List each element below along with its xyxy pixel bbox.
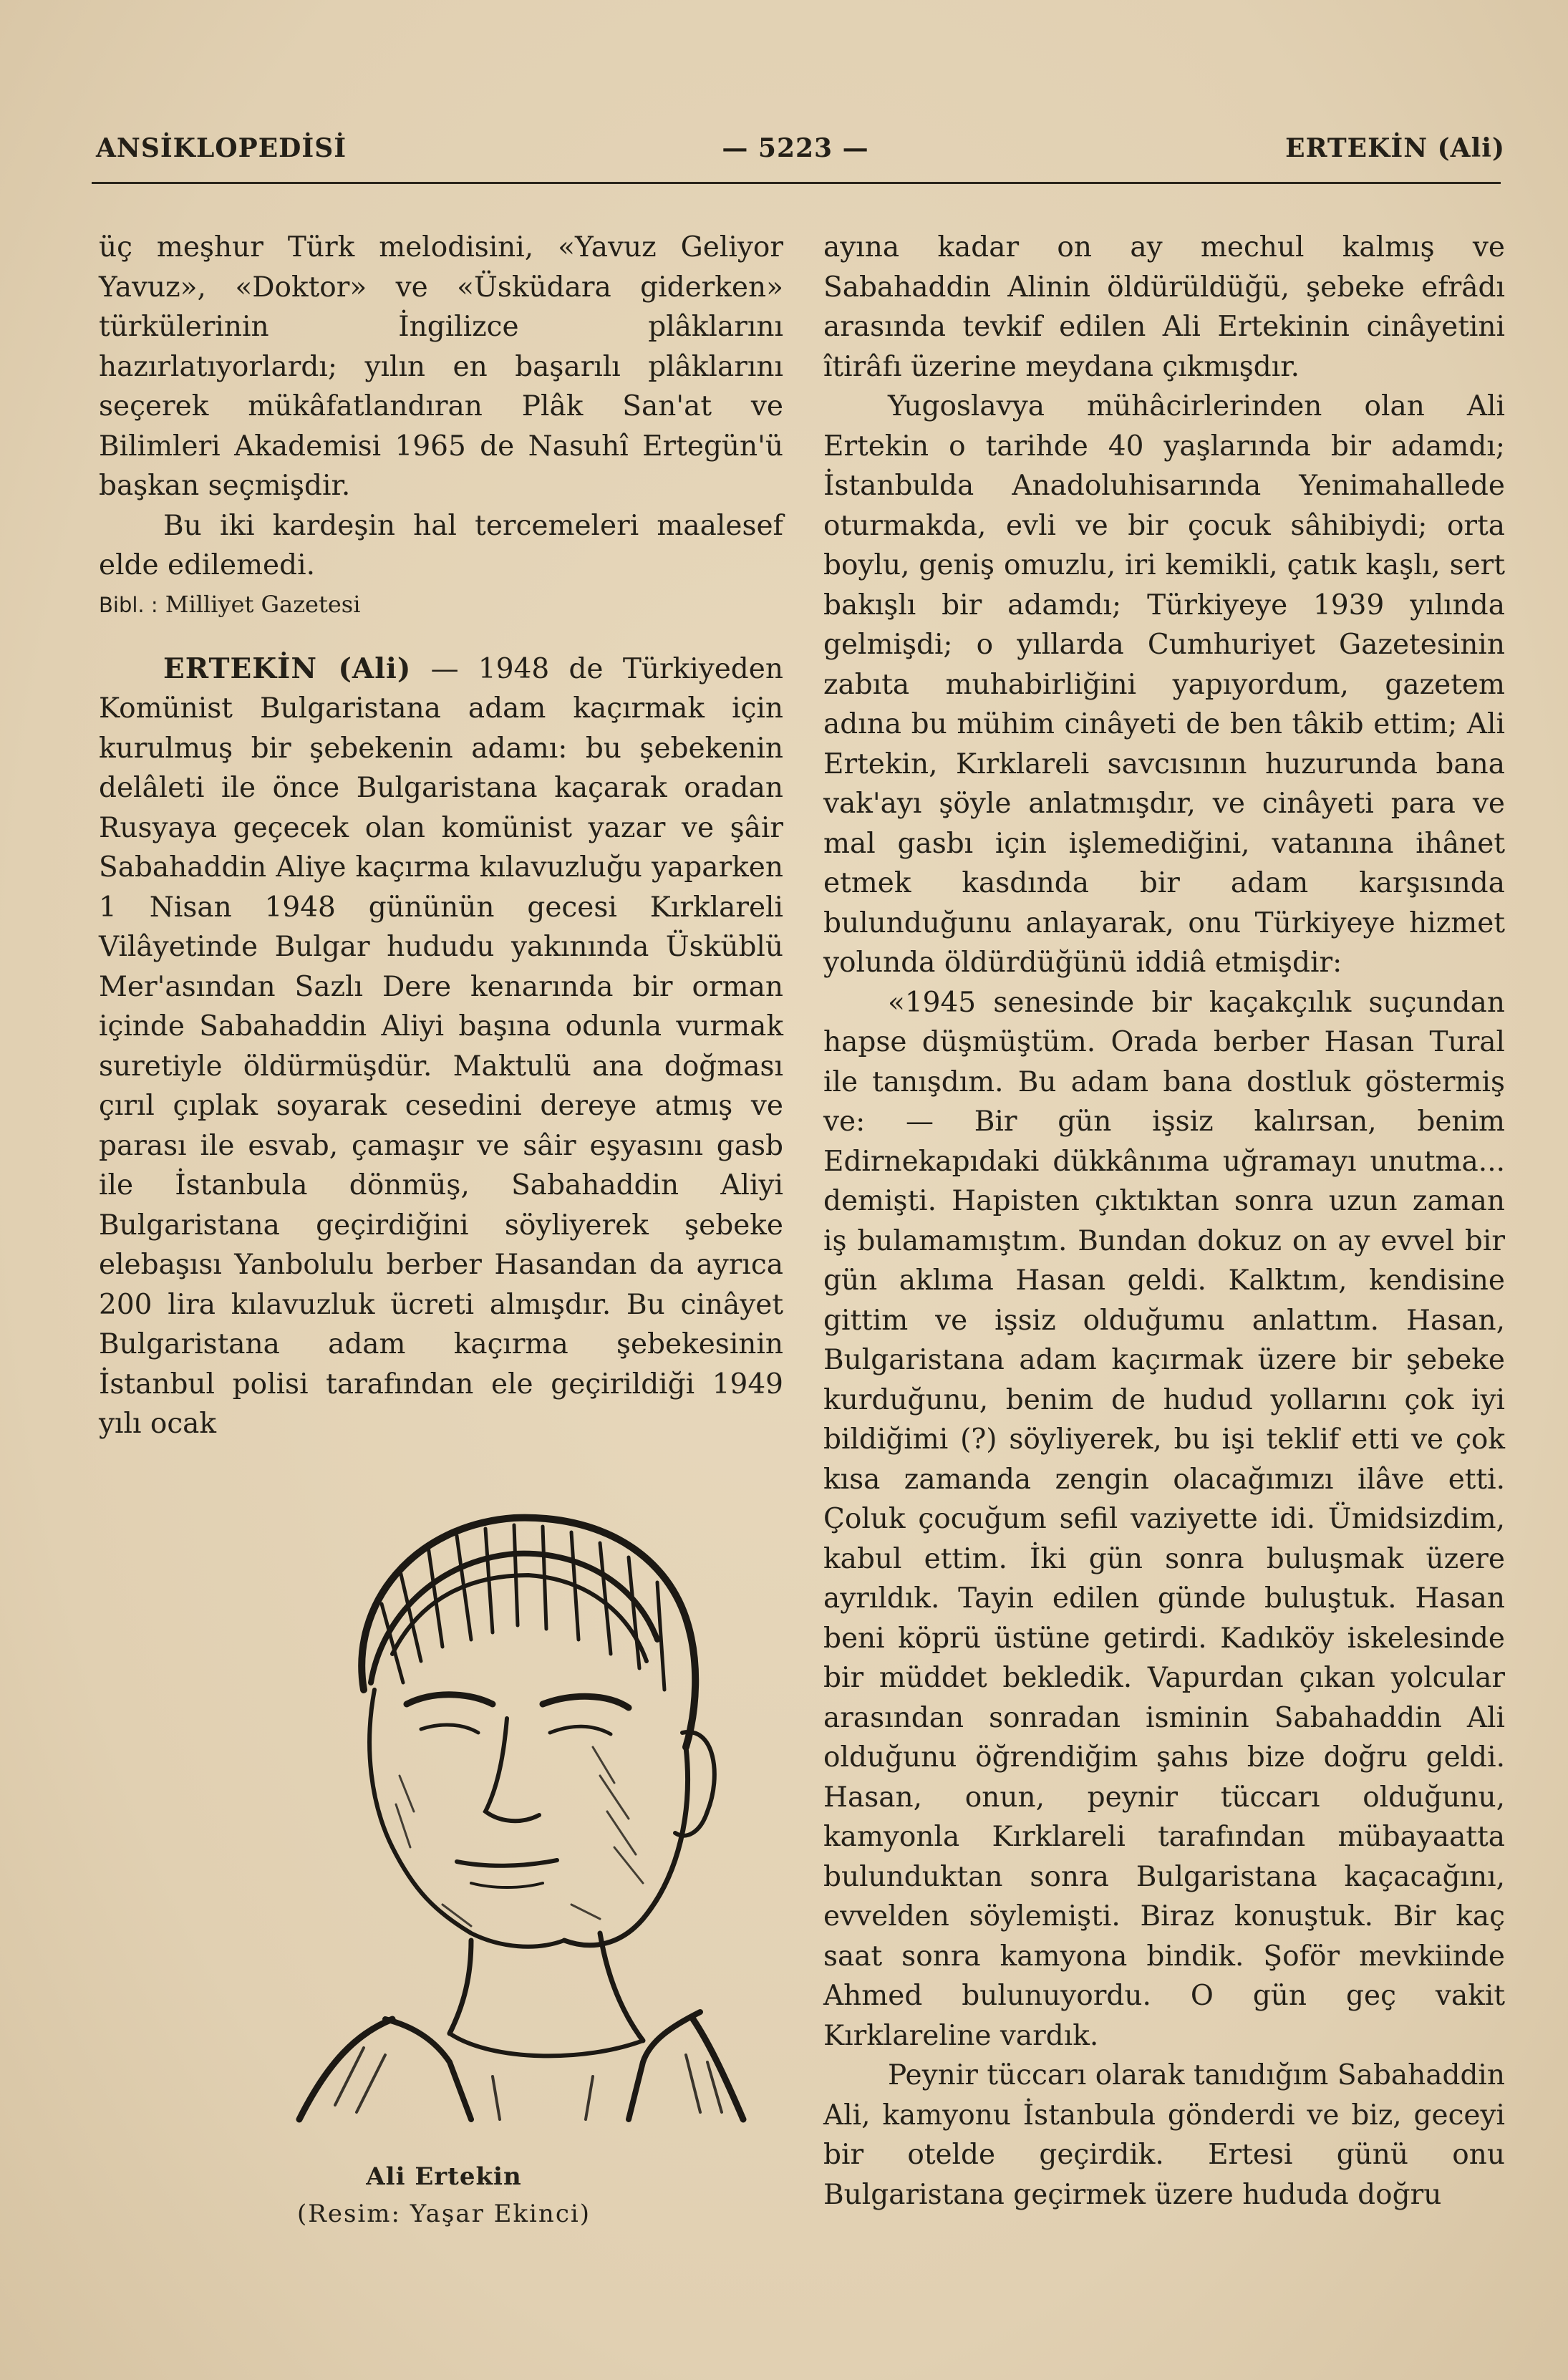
paragraph: ayına kadar on ay mechul kalmış ve Sabahaddin Alinin öldürüldüğü, şebeke efrâdı arasında tevkif edilen Ali Ertekinin cinâyetini îtirâfı üzerine meydana çıkmışdır.	[823, 231, 1505, 383]
right-column	[823, 228, 1505, 2215]
paragraph: Yugoslavya mühâcirlerinden olan Ali Ertekin o tarihde 40 yaşlarında bir adamdı; İstanbulda Anadoluhisarında Yenimahallede oturmakda, evli ve bir çocuk sâhibiydi; orta boylu, geniş omuzlu, iri kemikli, çatık kaşlı, sert bakışlı bir adamdı; Türkiyeye 1939 yılında gelmişdi; o yıllarda Cumhuriyet Gazetesinin zabıta muhabirliğini yapıyordum, gazetem adına bu mühim cinâyeti de ben tâkib ettim; Ali Ertekin, Kırklareli savcısının huzurunda bana vak'ayı şöyle anlatmışdır, ve cinâyeti para ve mal gasbı için işlemediğini, vatanına ihânet etmek kasdında bir adam karşısında bulunduğunu anlayarak, onu Türkiyeye hizmet yolunda öldürdüğünü iddiâ etmişdir:	[823, 390, 1505, 979]
bibliography-source: Milliyet Gazetesi	[165, 590, 361, 618]
entry-text: — 1948 de Türkiyeden Komünist Bulgaristana adam kaçırmak için kurulmuş bir şebekenin adamı: bu şebekenin delâleti ile önce Bulgaristana kaçarak oradan Rusyaya geçecek olan komünist yazar ve şâir Sabahaddin Aliye kaçırma kılavuzluğu yaparken 1 Nisan 1948 gününün gecesi Kırklareli Vilâyetinde Bulgar hududu yakınında Üsküblü Mer'asından Sazlı Dere kenarında bir orman içinde Sabahaddin Aliyi başına odunla vurmak suretiyle öldürmüşdür. Maktulü ana doğması çırıl çıplak soyarak cesedini dereye atmış ve parası ile esvab, çamaşır ve sâir eşyasını gasb ile İstanbula dönmüş, Sabahaddin Aliyi Bulgaristana geçirdiğini söyliyerek şebeke elebaşısı Yanbolulu berber Hasandan da ayrıca 200 lira kılavuzluk ücreti almışdır. Bu cinâyet Bulgaristana adam kaçırma şebekesinin İstanbul polisi tarafından ele geçirildiği 1949 yılı ocak	[99, 652, 783, 1440]
bibliography	[99, 586, 783, 624]
figure-caption-credit: (Resim: Yaşar Ekinci)	[296, 2200, 591, 2228]
portrait-drawing	[256, 1475, 772, 2134]
paragraph: Bu iki kardeşin hal tercemeleri maalesef elde edilemedi.	[99, 509, 783, 581]
entry-paragraph	[99, 649, 783, 1444]
entry-title: ERTEKİN (Ali)	[163, 652, 412, 685]
header-encyclopedia-title: ANSİKLOPEDİSİ	[96, 133, 347, 163]
page-header	[86, 130, 1505, 170]
figure-caption-name: Ali Ertekin	[366, 2162, 522, 2191]
paragraph: Peynir tüccarı olarak tanıdığım Sabahaddin Ali, kamyonu İstanbula gönderdi ve biz, geceyi bir otelde geçirdik. Ertesi günü onu Bulgaristana geçirmek üzere hududa doğru	[823, 2059, 1505, 2211]
header-entry-name: ERTEKİN (Ali)	[1285, 133, 1505, 163]
header-page-number: — 5223 —	[722, 133, 869, 163]
paragraph: üç meşhur Türk melodisini, «Yavuz Geliyor Yavuz», «Doktor» ve «Üsküdara giderken» türkülerinin İngilizce plâklarını hazırlatıyorlardı; yılın en başarılı plâklarını seçerek mükâfatlandıran Plâk San'at ve Bilimleri Akademisi 1965 de Nasuhî Ertegün'ü başkan seçmişdir.	[99, 231, 783, 502]
paragraph: «1945 senesinde bir kaçakçılık suçundan hapse düşmüştüm. Orada berber Hasan Tural ile tanışdım. Bu adam bana dostluk göstermiş ve: — Bir gün işsiz kalırsan, benim Edirnekapıdaki dükkânıma uğramayı unutma... demişti. Hapisten çıktıktan sonra uzun zaman iş bulamamıştım. Bundan dokuz on ay evvel bir gün aklıma Hasan geldi. Kalktım, kendisine gittim ve işsiz olduğumu anlattım. Hasan, Bulgaristana adam kaçırmak üzere bir şebeke kurduğunu, benim de hudud yollarını çok iyi bildiğimi (?) söyliyerek, bu işi teklif etti ve çok kısa zamanda zengin olacağımızı ilâve etti. Çoluk çocuğum sefil vaziyette idi. Ümidsizdim, kabul ettim. İki gün sonra buluşmak üzere ayrıldık. Tayin edilen günde buluştuk. Hasan beni köprü üstüne getirdi. Kadıköy iskelesinde bir müddet bekledik. Vapurdan çıkan yolcular arasından sonradan isminin Sabahaddin Ali olduğunu öğrendiğim şahıs bize doğru geldi. Hasan, onun, peynir tüccarı olduğunu, kamyonla Kırklareli tarafından mübayaatta bulunduktan sonra Bulgaristana kaçacağını, evvelden söylemişti. Biraz konuştuk. Bir kaç saat sonra kamyona bindik. Şoför mevkiinde Ahmed bulunuyordu. O gün geç vakit Kırklareline vardık.	[823, 986, 1505, 2052]
bibliography-label: Bibl. :	[99, 592, 158, 617]
left-column	[99, 228, 783, 1444]
header-rule	[92, 182, 1501, 184]
spacer	[99, 624, 783, 649]
